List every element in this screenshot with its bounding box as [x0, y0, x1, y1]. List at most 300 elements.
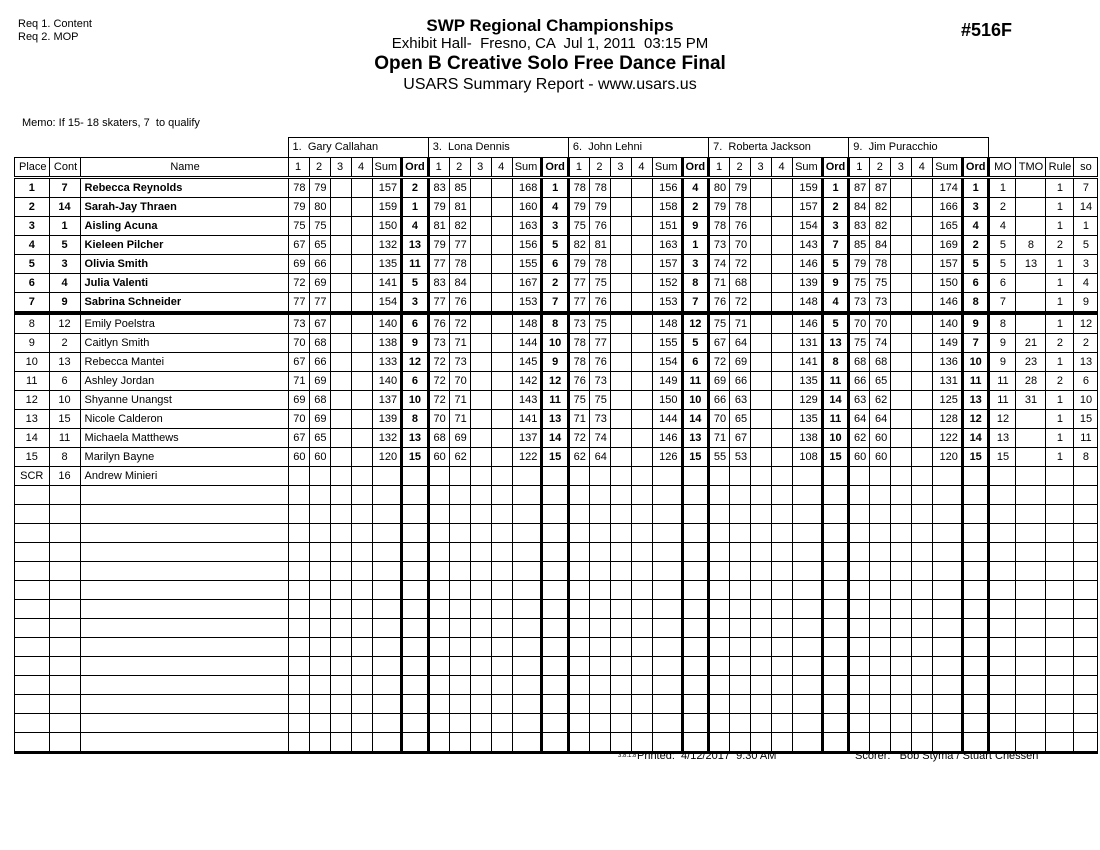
score-2-cell: 65: [870, 372, 891, 391]
score-3-cell-header: 3: [610, 158, 631, 178]
sum-cell: [372, 543, 402, 562]
score-4-cell: [912, 410, 933, 429]
mo-cell: 9: [989, 334, 1016, 353]
score-2-cell: 69: [449, 429, 470, 448]
score-3-cell: [330, 505, 351, 524]
ord-cell: [402, 581, 429, 600]
score-2-cell: [870, 562, 891, 581]
score-4-cell: [631, 619, 652, 638]
rule-cell: 1: [1046, 353, 1074, 372]
score-2-cell: [449, 619, 470, 638]
mo-cell-header: MO: [989, 158, 1016, 178]
score-3-cell: [610, 293, 631, 314]
name-cell: Olivia Smith: [80, 255, 288, 274]
sum-cell: [793, 638, 823, 657]
cont-cell: [49, 562, 80, 581]
score-2-cell: 69: [309, 410, 330, 429]
score-3-cell: [751, 505, 772, 524]
name-cell: [80, 524, 288, 543]
score-4-cell: [772, 619, 793, 638]
ord-cell: [822, 695, 849, 714]
sum-cell-header: Sum: [793, 158, 823, 178]
score-3-cell: [330, 543, 351, 562]
rule-cell: 1: [1046, 410, 1074, 429]
name-cell: [80, 638, 288, 657]
score-3-cell: [610, 467, 631, 486]
score-1-cell: 62: [849, 429, 870, 448]
sum-cell: [652, 657, 682, 676]
score-1-cell: [428, 524, 449, 543]
empty-row: [15, 486, 1098, 505]
name-cell: [80, 486, 288, 505]
score-1-cell-header: 1: [568, 158, 589, 178]
score-4-cell: [912, 313, 933, 334]
sum-cell: [372, 505, 402, 524]
ord-cell: 3: [962, 198, 989, 217]
score-3-cell: [330, 562, 351, 581]
score-3-cell: [330, 293, 351, 314]
score-1-cell: 71: [709, 429, 730, 448]
sum-cell: 143: [793, 236, 823, 255]
score-3-cell: [610, 410, 631, 429]
ord-cell: [962, 676, 989, 695]
score-3-cell: [751, 581, 772, 600]
score-2-cell: [870, 581, 891, 600]
sum-cell: [793, 486, 823, 505]
score-4-cell: [491, 676, 512, 695]
score-1-cell: [849, 543, 870, 562]
ord-cell: [822, 505, 849, 524]
sum-cell: [793, 543, 823, 562]
name-cell: [80, 733, 288, 753]
sum-cell: 148: [652, 313, 682, 334]
score-1-cell: [849, 714, 870, 733]
score-3-cell: [330, 524, 351, 543]
score-1-cell: [709, 619, 730, 638]
rule-cell: 2: [1046, 334, 1074, 353]
score-4-cell: [351, 657, 372, 676]
score-2-cell: [449, 714, 470, 733]
score-2-cell: 75: [589, 391, 610, 410]
table-row: [15, 217, 1098, 236]
sum-cell: 157: [793, 198, 823, 217]
score-2-cell: [449, 486, 470, 505]
ord-cell: [822, 638, 849, 657]
tmo-cell: [1016, 638, 1046, 657]
score-2-cell: 72: [730, 293, 751, 314]
score-4-cell: [491, 217, 512, 236]
score-4-cell-header: 4: [491, 158, 512, 178]
ord-cell: 8: [402, 410, 429, 429]
score-2-cell: [309, 505, 330, 524]
sum-cell-header: Sum: [652, 158, 682, 178]
cont-cell: 4: [49, 274, 80, 293]
sum-cell: [793, 714, 823, 733]
score-4-cell-header: 4: [772, 158, 793, 178]
score-4-cell: [772, 293, 793, 314]
score-2-cell: [730, 657, 751, 676]
score-3-cell: [751, 486, 772, 505]
score-3-cell: [891, 236, 912, 255]
score-4-cell: [351, 714, 372, 733]
scorer-credit: Scorer: Bob Styma / Stuart Chessen: [855, 750, 1039, 762]
tmo-cell: [1016, 313, 1046, 334]
score-4-cell: [772, 638, 793, 657]
score-2-cell: [589, 695, 610, 714]
ord-cell: 7: [682, 293, 709, 314]
score-1-cell-header: 1: [849, 158, 870, 178]
software-version: 3.8.1.8: [618, 753, 637, 759]
sum-cell: [933, 581, 963, 600]
cont-cell: 16: [49, 467, 80, 486]
cont-cell: 14: [49, 198, 80, 217]
score-4-cell: [912, 391, 933, 410]
score-2-cell: 75: [309, 217, 330, 236]
sum-cell: [512, 600, 542, 619]
ord-cell: [962, 600, 989, 619]
ord-cell: 14: [682, 410, 709, 429]
ord-cell: 12: [402, 353, 429, 372]
score-4-cell: [631, 293, 652, 314]
score-1-cell: 71: [709, 274, 730, 293]
rule-cell: [1046, 467, 1074, 486]
sum-cell: 150: [652, 391, 682, 410]
score-3-cell: [751, 524, 772, 543]
ord-cell: 15: [682, 448, 709, 467]
score-3-cell: [891, 293, 912, 314]
score-4-cell: [491, 524, 512, 543]
cont-cell: 13: [49, 353, 80, 372]
sum-cell: [933, 714, 963, 733]
results-table: [14, 137, 1098, 754]
score-4-cell: [772, 581, 793, 600]
score-1-cell: 85: [849, 236, 870, 255]
score-4-cell: [772, 600, 793, 619]
sum-cell: [652, 467, 682, 486]
score-4-cell: [912, 467, 933, 486]
score-3-cell: [751, 372, 772, 391]
score-2-cell: [309, 600, 330, 619]
tmo-cell-header: TMO: [1016, 158, 1046, 178]
place-cell: 6: [15, 274, 50, 293]
tmo-cell: [1016, 293, 1046, 314]
score-4-cell: [772, 467, 793, 486]
so-cell: 4: [1074, 274, 1098, 293]
place-cell: 10: [15, 353, 50, 372]
score-3-cell: [610, 198, 631, 217]
sum-cell: [372, 676, 402, 695]
sum-cell: [372, 486, 402, 505]
sum-cell: [793, 600, 823, 619]
score-3-cell: [751, 543, 772, 562]
ord-cell: 6: [962, 274, 989, 293]
score-2-cell: [449, 524, 470, 543]
score-3-cell: [891, 255, 912, 274]
cont-cell: [49, 543, 80, 562]
championship-title: SWP Regional Championships: [426, 16, 674, 35]
score-3-cell: [891, 313, 912, 334]
ord-cell: 15: [822, 448, 849, 467]
score-2-cell: 64: [730, 334, 751, 353]
score-4-cell: [491, 505, 512, 524]
table-row: [15, 236, 1098, 255]
score-1-cell: [568, 562, 589, 581]
sum-cell: [372, 714, 402, 733]
sum-cell: [793, 524, 823, 543]
score-3-cell: [891, 695, 912, 714]
score-3-cell: [891, 543, 912, 562]
sum-cell: [933, 486, 963, 505]
ord-cell: 4: [962, 217, 989, 236]
score-4-cell: [351, 619, 372, 638]
score-1-cell: [849, 505, 870, 524]
tmo-cell: 23: [1016, 353, 1046, 372]
score-1-cell: [288, 695, 309, 714]
score-1-cell: 69: [288, 391, 309, 410]
score-3-cell: [891, 638, 912, 657]
sum-cell: [652, 714, 682, 733]
score-3-cell: [470, 733, 491, 753]
score-2-cell: [589, 524, 610, 543]
empty-row: [15, 524, 1098, 543]
ord-cell: 13: [682, 429, 709, 448]
score-4-cell: [912, 695, 933, 714]
score-1-cell: 69: [709, 372, 730, 391]
ord-cell: 9: [542, 353, 569, 372]
ord-cell: [542, 676, 569, 695]
score-2-cell: 75: [589, 274, 610, 293]
score-3-cell: [470, 274, 491, 293]
sum-cell: 150: [372, 217, 402, 236]
cont-cell: [49, 695, 80, 714]
score-2-cell: [870, 638, 891, 657]
mo-cell: [989, 543, 1016, 562]
score-2-cell: [309, 524, 330, 543]
ord-cell: [682, 600, 709, 619]
ord-cell: [682, 619, 709, 638]
rule-cell: 1: [1046, 178, 1074, 198]
sum-cell: 159: [372, 198, 402, 217]
score-2-cell: [309, 638, 330, 657]
ord-cell: 6: [542, 255, 569, 274]
ord-cell: [402, 619, 429, 638]
ord-cell: [962, 467, 989, 486]
score-3-cell: [751, 410, 772, 429]
score-2-cell: 74: [589, 429, 610, 448]
event-title: Open B Creative Solo Free Dance Final: [374, 53, 726, 74]
score-2-cell: [449, 581, 470, 600]
score-4-cell: [491, 198, 512, 217]
score-3-cell: [891, 524, 912, 543]
score-2-cell: [870, 505, 891, 524]
name-cell: [80, 600, 288, 619]
score-4-cell: [772, 562, 793, 581]
score-1-cell: [568, 600, 589, 619]
score-2-cell: 67: [730, 429, 751, 448]
ord-cell: [402, 467, 429, 486]
tmo-cell: [1016, 274, 1046, 293]
score-1-cell: [709, 714, 730, 733]
score-1-cell: [428, 695, 449, 714]
tmo-cell: [1016, 467, 1046, 486]
score-4-cell: [912, 543, 933, 562]
rule-cell: 1: [1046, 429, 1074, 448]
score-2-cell: 76: [449, 293, 470, 314]
sum-cell: 122: [933, 429, 963, 448]
place-cell: [15, 562, 50, 581]
rule-cell: [1046, 714, 1074, 733]
score-3-cell: [470, 372, 491, 391]
score-4-cell: [491, 429, 512, 448]
empty-row: [15, 600, 1098, 619]
score-2-cell: 63: [730, 391, 751, 410]
so-cell: 5: [1074, 236, 1098, 255]
score-3-cell: [891, 372, 912, 391]
score-2-cell: 73: [589, 410, 610, 429]
table-row: [15, 255, 1098, 274]
score-1-cell: 79: [288, 198, 309, 217]
score-4-cell: [912, 236, 933, 255]
empty-row: [15, 657, 1098, 676]
score-4-cell: [912, 581, 933, 600]
score-4-cell: [631, 676, 652, 695]
place-cell: 15: [15, 448, 50, 467]
header-spacer: [989, 138, 1098, 158]
score-4-cell: [491, 178, 512, 198]
score-1-cell: 77: [288, 293, 309, 314]
score-4-cell: [772, 524, 793, 543]
place-cell: 9: [15, 334, 50, 353]
sum-cell: [512, 657, 542, 676]
tmo-cell: 8: [1016, 236, 1046, 255]
place-cell: 14: [15, 429, 50, 448]
ord-cell: 13: [402, 429, 429, 448]
score-4-cell: [772, 676, 793, 695]
score-2-cell: [730, 505, 751, 524]
cont-cell: [49, 676, 80, 695]
sum-cell: 108: [793, 448, 823, 467]
sum-cell: [372, 562, 402, 581]
score-4-cell: [351, 676, 372, 695]
score-2-cell: [449, 657, 470, 676]
score-1-cell: [568, 676, 589, 695]
score-2-cell: 79: [309, 178, 330, 198]
score-3-cell: [751, 657, 772, 676]
score-2-cell: [870, 524, 891, 543]
sum-cell: 128: [933, 410, 963, 429]
score-3-cell: [330, 695, 351, 714]
sum-cell: [512, 505, 542, 524]
mo-cell: [989, 657, 1016, 676]
sum-cell: 136: [933, 353, 963, 372]
cont-cell: 2: [49, 334, 80, 353]
score-4-cell: [491, 657, 512, 676]
mo-cell: [989, 600, 1016, 619]
score-3-cell: [330, 467, 351, 486]
score-4-cell: [351, 505, 372, 524]
tmo-cell: 21: [1016, 334, 1046, 353]
sum-cell: 163: [512, 217, 542, 236]
score-2-cell: 71: [730, 313, 751, 334]
score-2-cell: [870, 695, 891, 714]
ord-cell: [542, 524, 569, 543]
sum-cell: [793, 695, 823, 714]
so-cell: 15: [1074, 410, 1098, 429]
sum-cell: 120: [372, 448, 402, 467]
rule-cell: [1046, 524, 1074, 543]
name-cell: Sabrina Schneider: [80, 293, 288, 314]
score-2-cell: [870, 714, 891, 733]
score-1-cell: [709, 467, 730, 486]
score-4-cell: [772, 486, 793, 505]
score-3-cell: [610, 178, 631, 198]
score-1-cell: 73: [568, 313, 589, 334]
score-3-cell: [891, 562, 912, 581]
tmo-cell: [1016, 486, 1046, 505]
score-2-cell: 64: [589, 448, 610, 467]
cont-cell: 11: [49, 429, 80, 448]
score-3-cell: [610, 676, 631, 695]
score-1-cell: 78: [568, 178, 589, 198]
mo-cell: [989, 505, 1016, 524]
score-1-cell: [428, 486, 449, 505]
ord-cell: [542, 638, 569, 657]
place-cell: [15, 543, 50, 562]
score-1-cell: 75: [849, 334, 870, 353]
sum-cell: [512, 562, 542, 581]
ord-cell: [822, 676, 849, 695]
ord-cell: [822, 543, 849, 562]
table-row: [15, 334, 1098, 353]
score-4-cell: [631, 638, 652, 657]
sum-cell-header: Sum: [512, 158, 542, 178]
score-1-cell: [288, 505, 309, 524]
ord-cell: [542, 486, 569, 505]
sum-cell: [933, 467, 963, 486]
ord-cell: 1: [542, 178, 569, 198]
score-1-cell: [568, 505, 589, 524]
score-1-cell: 68: [428, 429, 449, 448]
sum-cell: 149: [933, 334, 963, 353]
sum-cell: 140: [372, 313, 402, 334]
cont-cell: 10: [49, 391, 80, 410]
sum-cell: [652, 524, 682, 543]
table-row: [15, 274, 1098, 293]
score-3-cell: [751, 448, 772, 467]
sum-cell: [372, 619, 402, 638]
name-cell: Marilyn Bayne: [80, 448, 288, 467]
mo-cell: [989, 638, 1016, 657]
score-3-cell: [751, 562, 772, 581]
score-3-cell: [891, 334, 912, 353]
score-2-cell: [309, 733, 330, 753]
score-3-cell: [751, 619, 772, 638]
score-3-cell: [891, 448, 912, 467]
so-cell: [1074, 467, 1098, 486]
score-1-cell: [709, 695, 730, 714]
sum-cell: [933, 638, 963, 657]
score-4-cell: [351, 581, 372, 600]
ord-cell-header: Ord: [542, 158, 569, 178]
score-2-cell: 85: [449, 178, 470, 198]
score-1-cell: 72: [288, 274, 309, 293]
sum-cell: 135: [793, 372, 823, 391]
place-cell: 7: [15, 293, 50, 314]
score-4-cell: [631, 353, 652, 372]
score-1-cell: [288, 524, 309, 543]
score-4-cell: [912, 714, 933, 733]
table-row: [15, 313, 1098, 334]
